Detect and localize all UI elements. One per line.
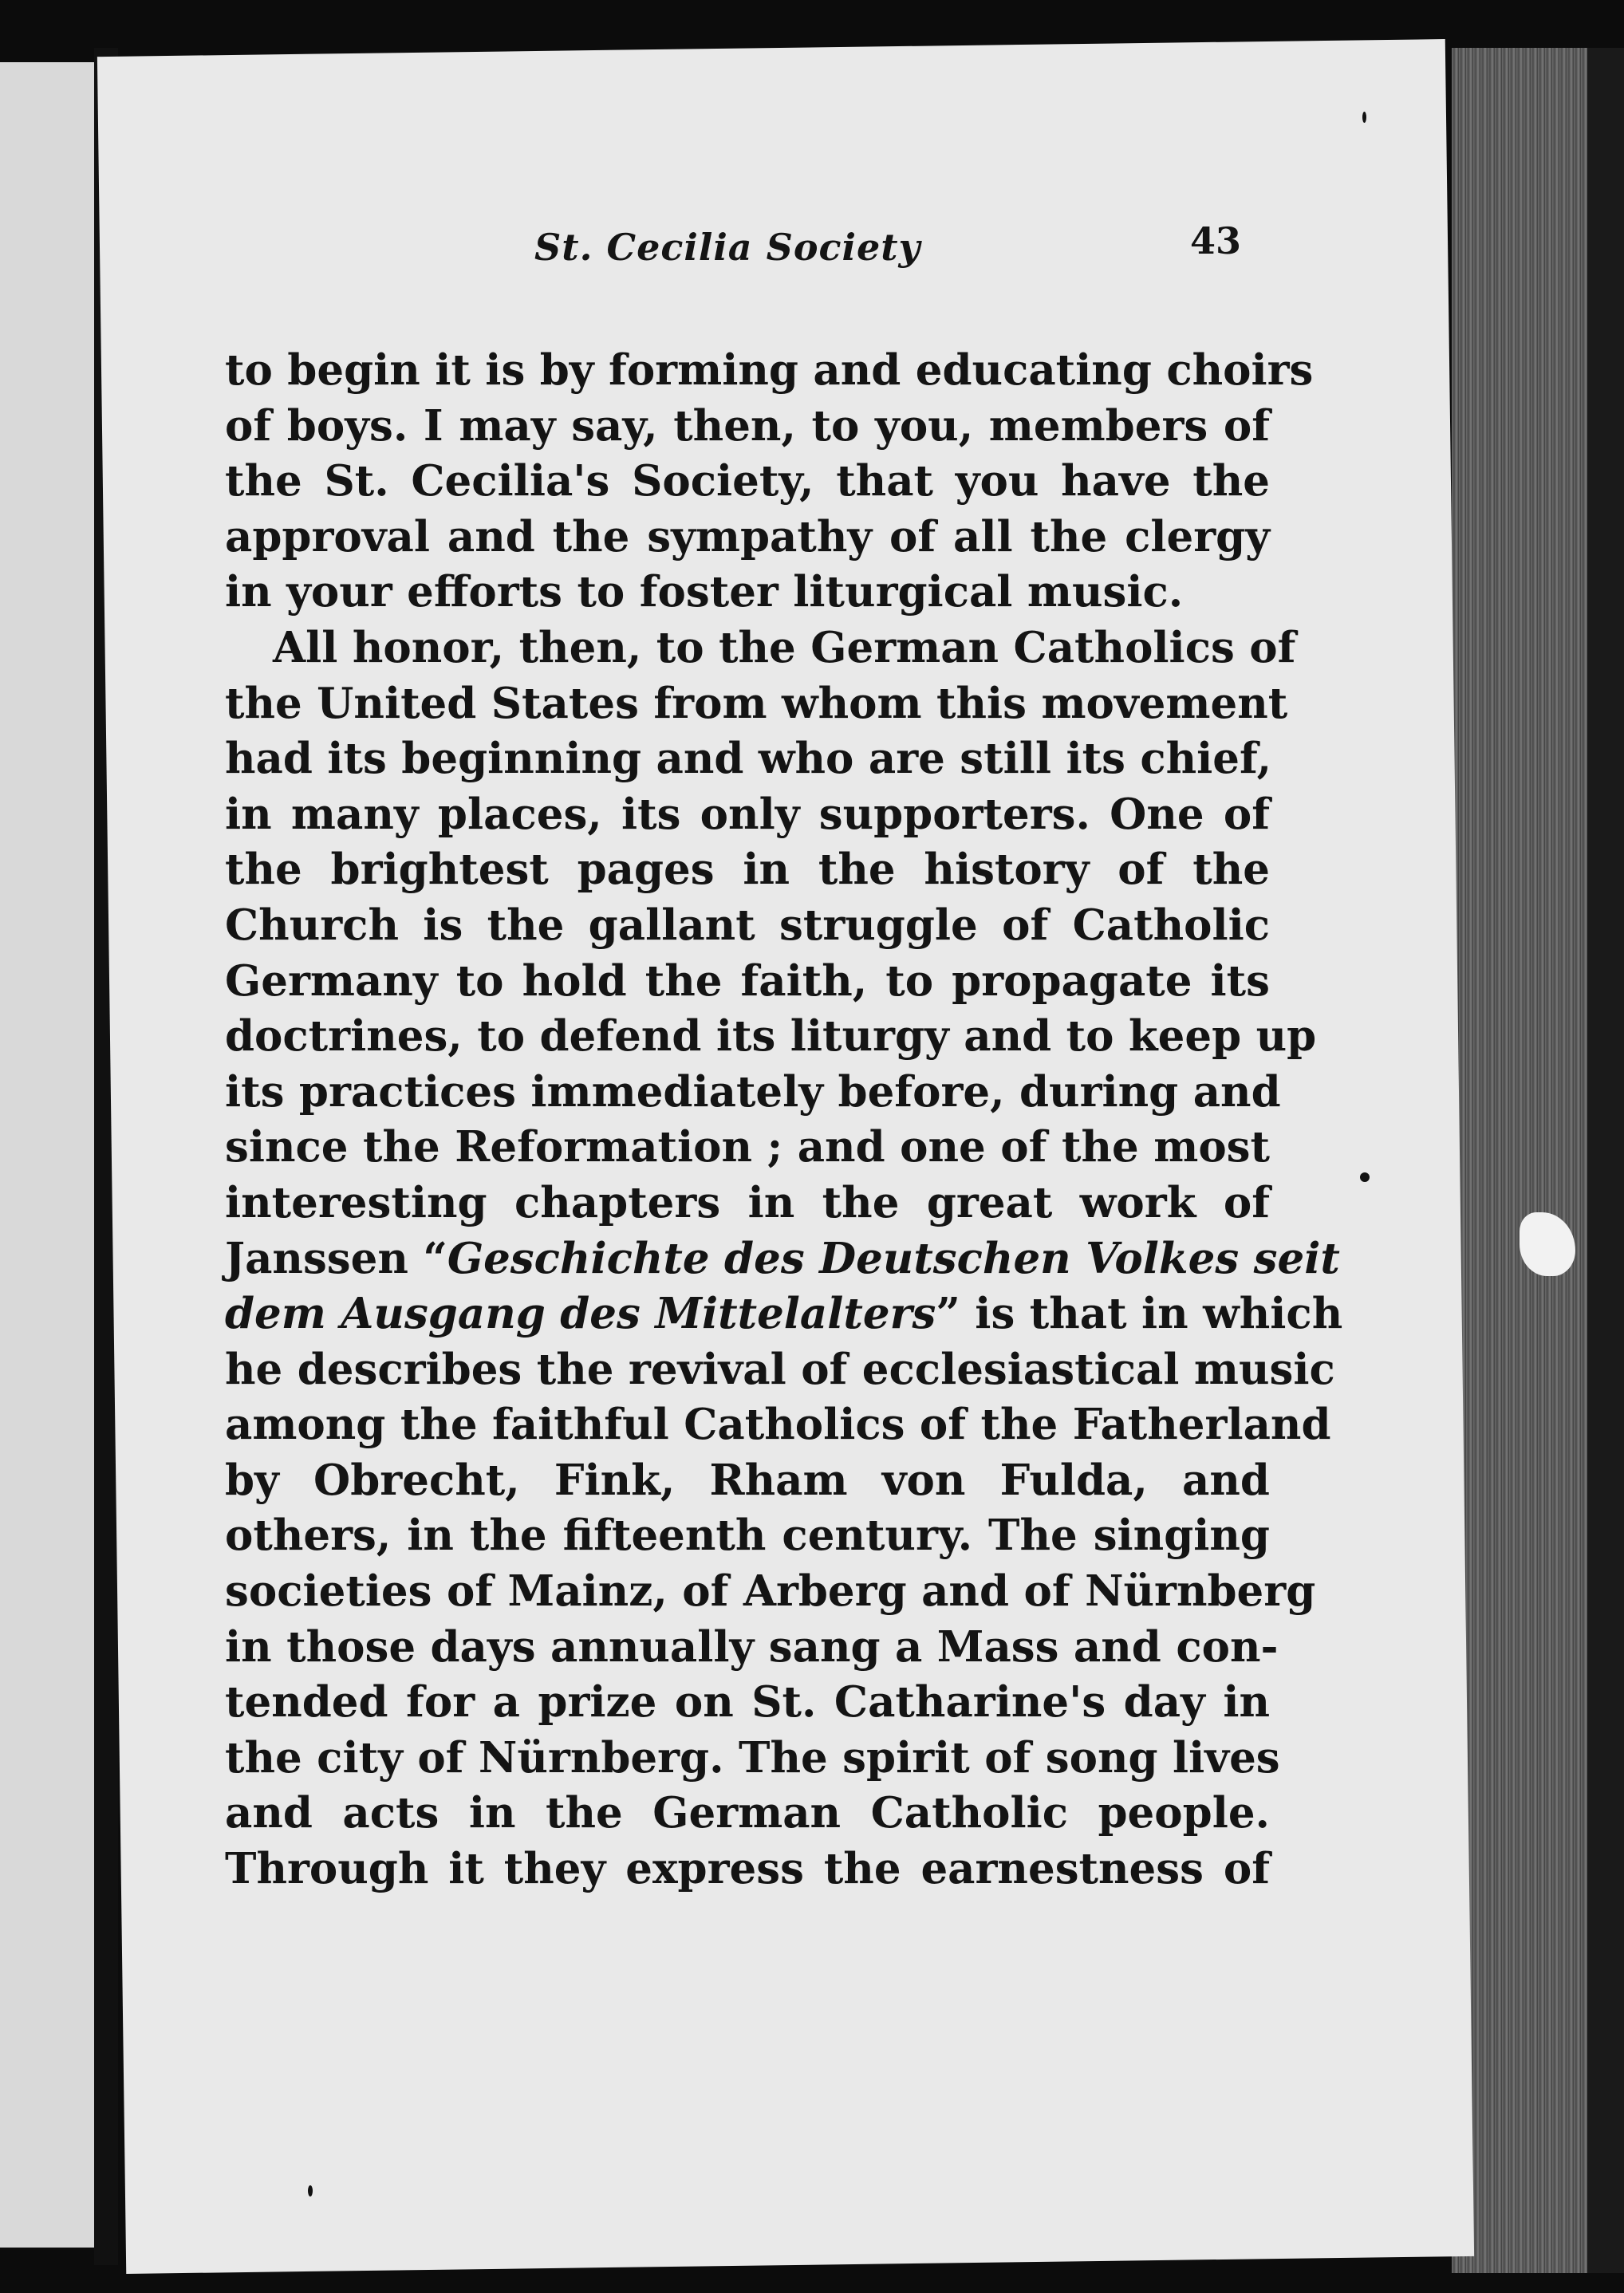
text-line: Church is the gallant struggle of Catholic — [225, 900, 1270, 950]
book-title-italic: Geschichte des Deutschen Volkes seit — [447, 1233, 1340, 1283]
text-line: of boys. I may say, then, to you, members of — [225, 400, 1270, 451]
body-text — [225, 343, 1343, 1897]
text-line: Germany to hold the faith, to propagate its — [225, 955, 1270, 1006]
ink-speck — [308, 2185, 313, 2196]
text-segment: ” is that in which — [936, 1289, 1343, 1339]
ink-speck — [1360, 1172, 1370, 1182]
book-title-italic: dem Ausgang des Mittelalters — [225, 1289, 936, 1339]
text-line-with-italic-title — [225, 1231, 1340, 1287]
text-segment: Janssen “ — [225, 1233, 447, 1283]
facing-page-edge — [0, 62, 94, 2248]
text-line-with-italic-title — [225, 1286, 1343, 1342]
text-line: the city of Nürnberg. The spirit of song lives — [225, 1732, 1280, 1783]
text-line: its practices immediately before, during and — [225, 1066, 1281, 1117]
text-line: in those days annually sang a Mass and con- — [225, 1621, 1279, 1672]
text-line: societies of Mainz, of Arberg and of Nürnberg — [225, 1566, 1316, 1617]
text-line: and acts in the German Catholic people. — [225, 1788, 1270, 1838]
text-line: since the Reformation ; and one of the most — [225, 1122, 1270, 1172]
text-line: by Obrecht, Fink, Rham von Fulda, and — [225, 1455, 1270, 1505]
text-line: interesting chapters in the great work of — [225, 1177, 1270, 1227]
text-line: the St. Cecilia's Society, that you have the — [225, 456, 1270, 506]
text-line: he describes the revival of ecclesiastical music — [225, 1344, 1335, 1394]
text-line: in many places, its only supporters. One of — [225, 789, 1270, 839]
text-line: tended for a prize on St. Catharine's day in — [225, 1677, 1270, 1728]
page-stack-shadow — [1587, 48, 1624, 2273]
text-line: Through it they express the earnestness of — [225, 1844, 1270, 1894]
text-line: others, in the fifteenth century. The singing — [225, 1511, 1270, 1561]
text-line: All honor, then, to the German Catholics of — [273, 622, 1296, 672]
text-line: to begin it is by forming and educating choirs — [225, 345, 1314, 395]
page-header — [423, 211, 1260, 307]
text-line: among the faithful Catholics of the Fatherland — [225, 1400, 1331, 1450]
text-line: approval and the sympathy of all the clergy — [225, 511, 1270, 561]
running-title: St. Cecilia Society — [534, 226, 921, 269]
text-line: in your efforts to foster liturgical music. — [225, 567, 1184, 617]
text-line: doctrines, to defend its liturgy and to keep up — [225, 1011, 1317, 1062]
page-stack-edges — [1452, 48, 1587, 2273]
text-line: had its beginning and who are still its chief, — [225, 734, 1272, 784]
text-line: the United States from whom this movement — [225, 678, 1288, 728]
ink-speck — [1362, 112, 1366, 123]
page-number: 43 — [1190, 219, 1242, 262]
text-line: the brightest pages in the history of the — [225, 845, 1270, 895]
